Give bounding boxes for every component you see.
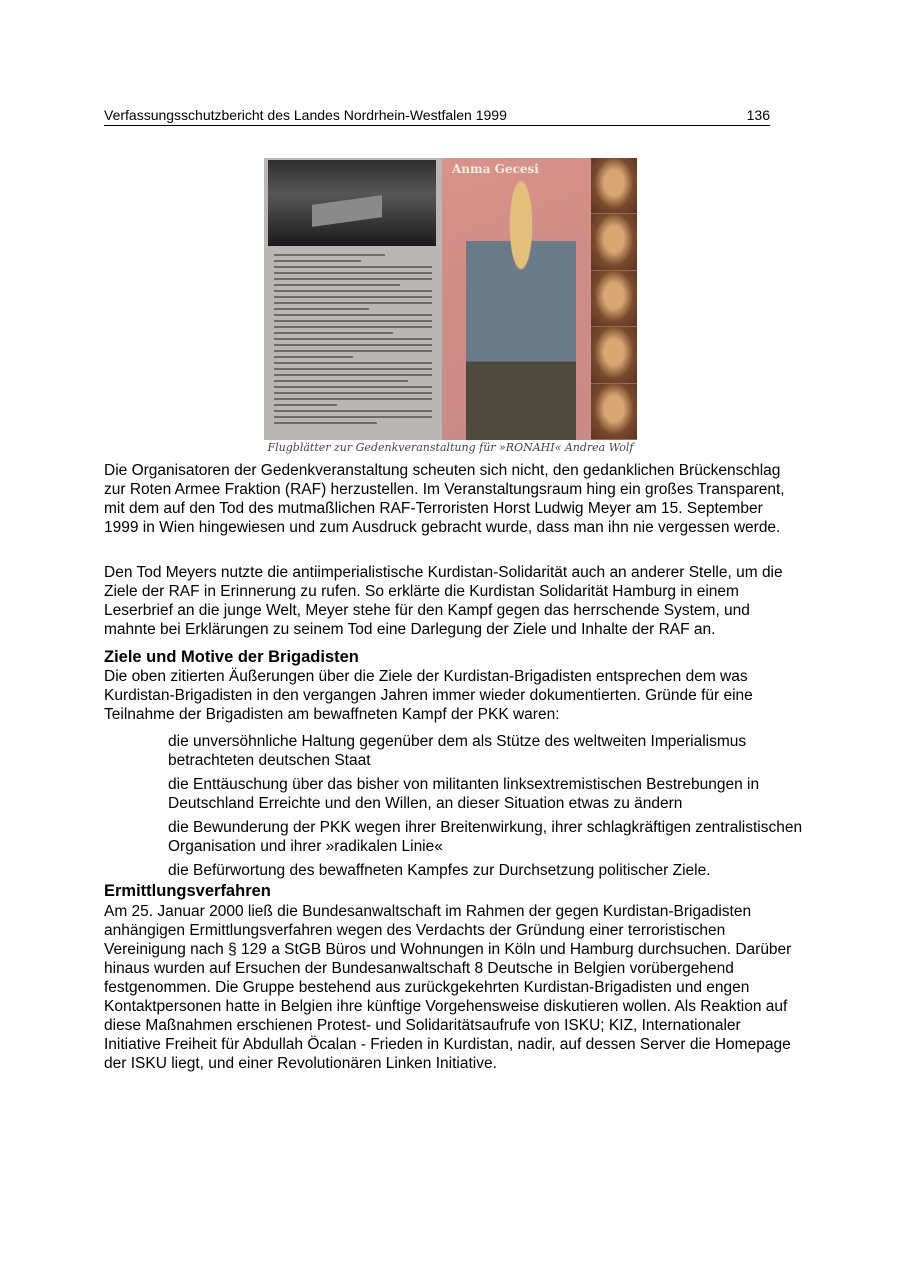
section-heading-investigation: Ermittlungsverfahren — [104, 882, 271, 900]
reason-item — [168, 818, 808, 856]
paragraph-2 — [104, 563, 794, 639]
portrait-photo — [466, 178, 576, 440]
section-heading-goals: Ziele und Motive der Brigadisten — [104, 648, 359, 666]
paragraph-text: Den Tod Meyers nutzte die antiimperialistische Kurdistan-Solidarität auch an anderer Stelle, um die Ziele der RAF in Erinnerung zu rufen. So erklärte die Kurdistan Solidarität Hamburg in einem Leserbrief an die junge Welt, Meyer stehe für den Kampf gegen das herrschende System, und mahnte bei Erklärungen zu seinem Tod eine Darlegung der Ziele und Inhalte der RAF an. — [104, 564, 783, 638]
reason-item — [168, 732, 808, 770]
reason-item — [168, 861, 808, 880]
list-item: die unversöhnliche Haltung gegenüber dem als Stütze des weltweiten Imperialismus betrachteten deutschen Staat — [168, 733, 747, 769]
figure-caption: Flugblätter zur Gedenkveranstaltung für »RONAHI« Andrea Wolf — [267, 441, 634, 454]
memorial-photo — [268, 160, 436, 246]
report-title: Verfassungsschutzbericht des Landes Nordrhein-Westfalen 1999 — [104, 107, 507, 123]
paragraph-1 — [104, 461, 794, 537]
list-item: die Befürwortung des bewaffneten Kampfes zur Durchsetzung politischer Ziele. — [168, 862, 711, 879]
poster-name: Anma Gecesi — [452, 162, 539, 176]
paragraph-text: Am 25. Januar 2000 ließ die Bundesanwaltschaft im Rahmen der gegen Kurdistan-Brigadisten anhängigen Ermittlungsverfahren wegen des Verdachts der Gründung einer terroristischen Vereinigung nach § 129 a StGB Büros und Wohnungen in Köln und Hamburg durchsuchen. Darüber hinaus wurden auf Ersuchen der Bundesanwaltschaft 8 Deutsche in Belgien vorübergehend festgenommen. Die Gruppe bestehend aus zurückgekehrten Kurdistan-Brigadisten und engen Kontaktpersonen hatte in Belgien ihre künftige Vorgehensweise diskutieren wollen. Als Reaktion auf diese Maßnahmen erschienen Protest- und Solidaritätsaufrufe von ISKU; KIZ, Internationaler Initiative Freiheit für Abdullah Öcalan - Frieden in Kurdistan, nadir, auf dessen Server die Homepage der ISKU liegt, und einer Revolutionären Linken Initiative. — [104, 903, 792, 1072]
leaflet-left-page — [264, 158, 442, 440]
paragraph-text: Die oben zitierten Äußerungen über die Ziele der Kurdistan-Brigadisten entsprechen dem was Kurdistan-Brigadisten in den vergangen Jahren immer wieder dokumentierten. Gründe für eine Teilnahme der Brigadisten am bewaffneten Kampf der PKK waren: — [104, 668, 753, 723]
leaflet-text-block — [274, 254, 432, 434]
list-item: die Bewunderung der PKK wegen ihrer Breitenwirkung, ihrer schlagkräftigen zentralistischen Organisation und ihrer »radikalen Linie« — [168, 819, 803, 855]
list-item: die Enttäuschung über das bisher von militanten linksextremistischen Bestrebungen in Deutschland Erreichte und den Willen, an dieser Situation etwas zu ändern — [168, 776, 760, 812]
page-header — [104, 106, 770, 126]
reason-item — [168, 775, 808, 813]
leaflet-figure — [264, 158, 637, 454]
investigation-text — [104, 902, 794, 1073]
portrait-strip — [591, 158, 637, 440]
paragraph-text: Die Organisatoren der Gedenkveranstaltung scheuten sich nicht, den gedanklichen Brückenschlag zur Roten Armee Fraktion (RAF) herzustellen. Im Veranstaltungsraum hing ein großes Transparent, mit dem auf den Tod des mutmaßlichen RAF-Terroristen Horst Ludwig Meyer am 15. September 1999 in Wien hingewiesen und zum Ausdruck gebracht wurde, dass man ihn nie vergessen werde. — [104, 462, 785, 536]
page-number: 136 — [746, 107, 770, 123]
leaflet-right-page — [442, 158, 637, 440]
section-intro — [104, 667, 794, 724]
